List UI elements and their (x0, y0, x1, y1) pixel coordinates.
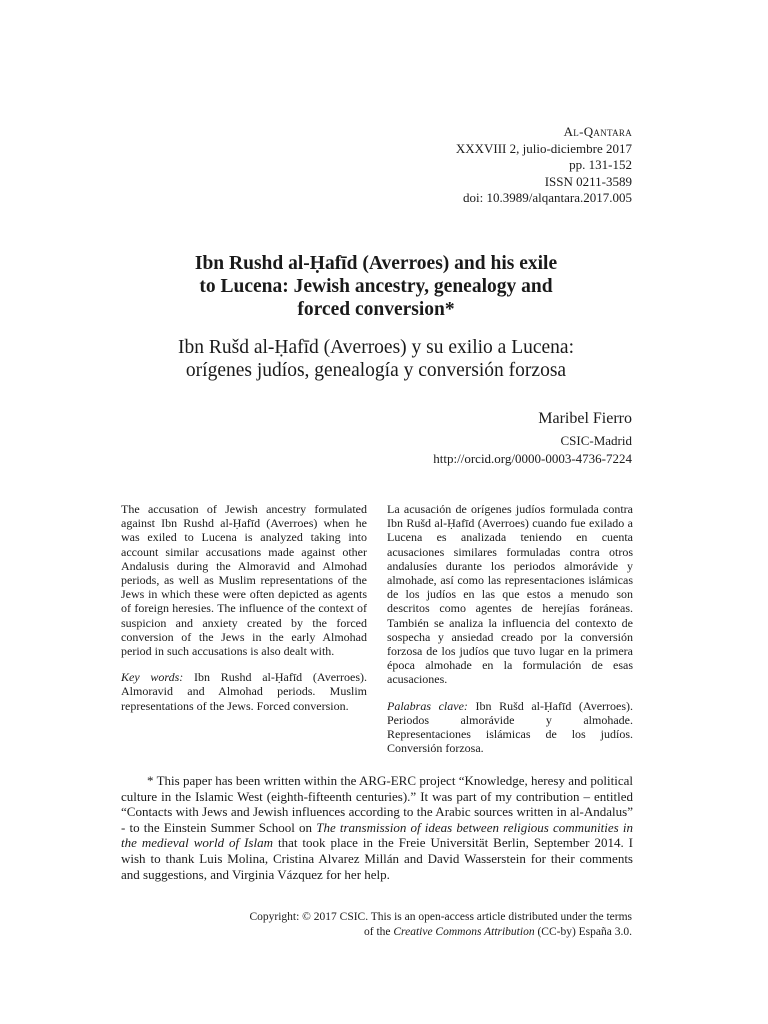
footnote-text-end: that took place in the Freie Universität Berlin, September 2014. I wish to thank Luis Molina, Cristina Alvarez Millán and David Wasserstein for their comments and suggestions, and Virginia Vázquez for her help. (121, 835, 633, 882)
license-name: Creative Commons Attribution (393, 926, 535, 938)
keywords-en-label: Key words: (121, 670, 184, 685)
article-title-english (120, 252, 632, 321)
keywords-es (387, 699, 633, 756)
abstract-es-text: La acusación de orígenes judíos formulada contra Ibn Rušd al-Ḥafīd (Averroes) cuando fue exilado a Lucena es analizada teniendo en cuenta acusaciones similares formuladas contra otros andalusíes durante los periodos almorávide y almohade, así como las representaciones islámicas de los judíos en las que estos a menudo son descritos como agentes de herejías foráneas. También se analiza la influencia del contexto de sospecha y ansiedad creado por la conversión forzosa de los judíos que tuvo lugar en la primera época almohade en la formulación de esas acusaciones. (387, 502, 633, 687)
copyright-notice (249, 910, 632, 940)
abstract-english (121, 502, 367, 713)
keywords-es-text: Ibn Rušd al-Ḥafīd (Averroes). Periodos almorávide y almohade. Representaciones islámicas de los judíos. Conversión forzosa. (387, 698, 634, 756)
journal-issue: XXXVIII 2, julio-diciembre 2017 (455, 140, 632, 156)
journal-pages: pp. 131-152 (569, 157, 632, 173)
journal-doi: doi: 10.3989/alqantara.2017.005 (463, 190, 632, 206)
title-es-line: Ibn Rušd al-Ḥafīd (Averroes) y su exilio a Lucena: (177, 337, 574, 358)
journal-metadata (456, 124, 632, 207)
footnote-text-start: * This paper has been written within the ARG-ERC project “Knowledge, heresy and political culture in the Islamic West (eighth-fifteenth centuries).” It was part of my contribution – entitled “Contacts with Jews and Jewish influences according to the Arabic sources written in al-Andalus” - to the Einstein Summer School on (121, 773, 633, 835)
license-post: (CC-by) España 3.0. (534, 926, 632, 938)
title-es-line: orígenes judíos, genealogía y conversión forzosa (185, 360, 567, 381)
title-en-line: to Lucena: Jewish ancestry, genealogy and (199, 276, 553, 297)
author-affiliation: CSIC-Madrid (560, 433, 632, 448)
footnote (121, 773, 633, 882)
title-en-line: Ibn Rushd al-Ḥafīd (Averroes) and his exile (194, 253, 558, 274)
author-orcid-link[interactable]: http://orcid.org/0000-0003-4736-7224 (433, 451, 632, 466)
author-block (433, 408, 632, 468)
abstract-en-text: The accusation of Jewish ancestry formulated against Ibn Rushd al-Ḥafīd (Averroes) when he was exiled to Lucena is analyzed taking into account similar accusations made against other Andalusis during the Almoravid and Almohad periods, as well as Muslim representations of the Jews in which these were often depicted as agents of foreign heresies. The influence of the context of suspicion and anxiety created by the forced conversion of the Jews in the early Almohad period in such accusations is also dealt with. (121, 502, 367, 659)
keywords-en (121, 670, 367, 713)
abstract-spanish (387, 502, 633, 755)
author-name: Maribel Fierro (538, 410, 632, 427)
journal-issn: ISSN 0211-3589 (544, 173, 632, 189)
copyright-line: Copyright: © 2017 CSIC. This is an open-access article distributed under the terms (249, 911, 632, 923)
footnote-italic-title: The transmission of ideas between religious communities in the medieval world of Islam (121, 819, 634, 851)
article-title-spanish (120, 336, 632, 382)
license-pre: of the (363, 926, 394, 938)
keywords-en-text: Ibn Rushd al-Ḥafīd (Averroes). Almoravid and Almohad periods. Muslim representations of the Jews. Forced conversion. (121, 670, 367, 713)
journal-name: Al-Qantara (563, 124, 632, 139)
license-line (249, 925, 632, 940)
title-en-line: forced conversion* (297, 299, 455, 320)
keywords-es-label: Palabras clave: (387, 698, 468, 713)
